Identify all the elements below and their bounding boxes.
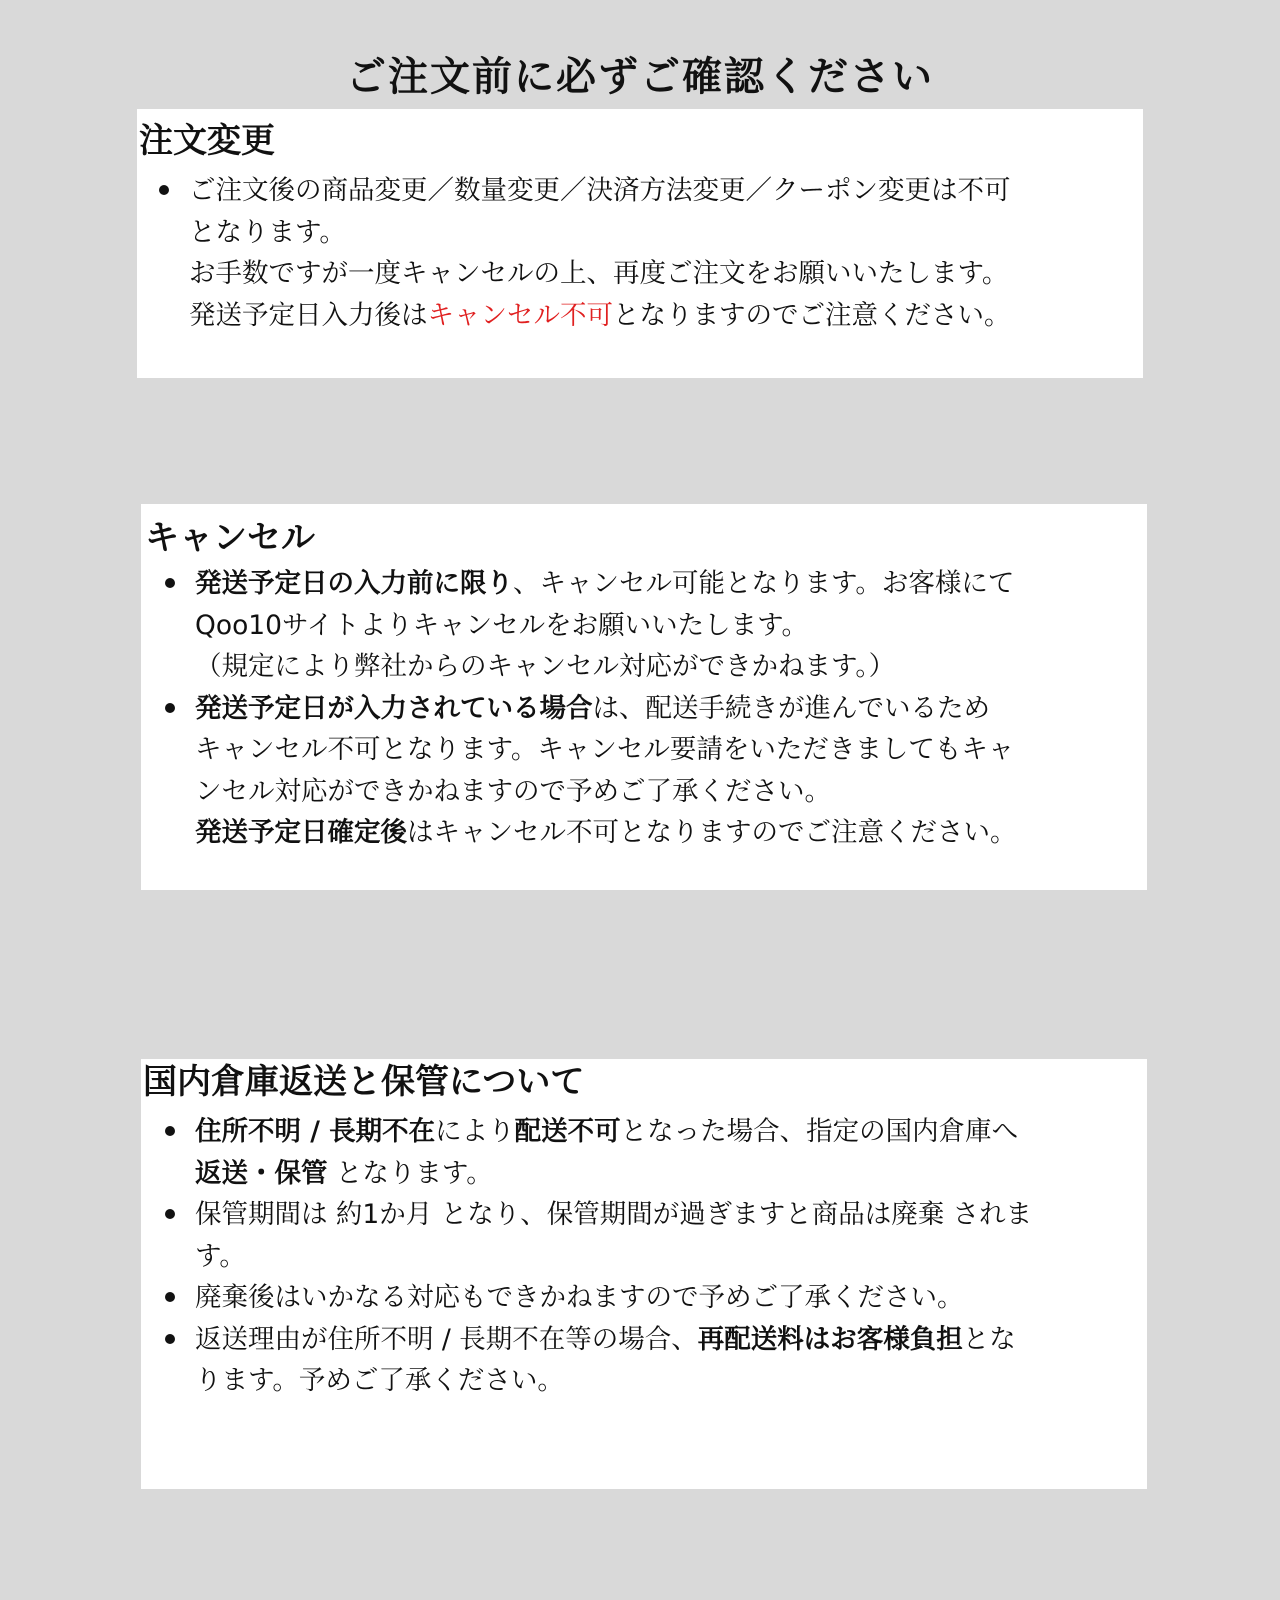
item-text: 発送予定日入力後は (189, 299, 428, 331)
return-storage-card (141, 1059, 1147, 1489)
cancel-list (141, 563, 1147, 854)
item-text-line: Qoo10サイトよりキャンセルをお願いいたします。 (195, 609, 809, 641)
list-item (189, 170, 1143, 336)
bullet-icon (165, 703, 175, 713)
cancel-heading: キャンセル (145, 518, 315, 558)
return-storage-list (141, 1111, 1147, 1402)
list-item (195, 688, 1147, 854)
cancel-card (141, 504, 1147, 890)
item-text-line (195, 563, 1147, 605)
item-text: となりますのでご注意ください。 (613, 299, 1011, 331)
item-text-line (195, 1319, 1147, 1361)
item-text-line (195, 812, 1147, 854)
bullet-icon (165, 1334, 175, 1344)
order-change-card (137, 109, 1143, 378)
emphasis-text: 返送・保管 (195, 1157, 328, 1189)
item-text-line: キャンセル不可となります。キャンセル要請をいただきましてもキャ (195, 734, 1015, 765)
emphasis-text: 配送不可 (514, 1116, 621, 1147)
item-text: は、配送手続きが進んでいるため (592, 692, 990, 724)
item-text-line (189, 295, 1143, 337)
item-text: とな (962, 1323, 1016, 1355)
bullet-icon (165, 1209, 175, 1219)
bullet-icon (159, 185, 169, 195)
item-text-line (195, 688, 1147, 730)
bullet-icon (165, 1126, 175, 1136)
list-item (195, 1319, 1147, 1402)
item-text-line: となります。 (189, 216, 346, 248)
item-text: 、キャンセル可能となります。お客様にて (513, 568, 1015, 599)
cancel-not-allowed-warning: キャンセル不可 (427, 299, 613, 331)
list-item (195, 1194, 1147, 1277)
emphasis-text: 発送予定日が入力されている場合 (195, 692, 593, 724)
emphasis-text: 発送予定日確定後 (195, 817, 407, 848)
item-text-line: 廃棄後はいかなる対応もできかねますので予めご了承ください。 (195, 1282, 964, 1313)
order-change-list (137, 170, 1143, 336)
item-text: により (435, 1116, 515, 1147)
item-text-line: 保管期間は 約1か月 となり、保管期間が過ぎますと商品は廃棄 されま (195, 1199, 1033, 1230)
item-text-line: お手数ですが一度キャンセルの上、再度ご注文をお願いいたします。 (189, 258, 1009, 289)
item-text: 返送理由が住所不明 / 長期不在等の場合、 (195, 1323, 698, 1355)
page-title: ご注文前に必ずご確認ください (346, 53, 934, 100)
list-item (195, 563, 1147, 688)
emphasis-text: 再配送料はお客様負担 (697, 1323, 963, 1355)
item-text-line: ります。予めご了承ください。 (195, 1365, 564, 1396)
emphasis-text: 発送予定日の入力前に限り (195, 568, 513, 599)
emphasis-text: 住所不明 / 長期不在 (195, 1116, 436, 1147)
item-text: となった場合、指定の国内倉庫へ (620, 1116, 1019, 1147)
bullet-icon (165, 578, 175, 588)
item-text-line: ンセル対応ができかねますので予めご了承ください。 (195, 775, 831, 807)
return-storage-heading: 国内倉庫返送と保管について (143, 1062, 585, 1102)
item-text-line (195, 1111, 1147, 1153)
item-text: となります。 (327, 1157, 493, 1189)
item-text-line: す。 (195, 1240, 246, 1272)
item-text-line (195, 1153, 1147, 1195)
order-change-heading: 注文変更 (139, 121, 275, 161)
list-item (195, 1277, 1147, 1319)
item-text: はキャンセル不可となりますのでご注意ください。 (407, 817, 1017, 848)
item-text-line: ご注文後の商品変更／数量変更／決済方法変更／クーポン変更は不可 (189, 175, 1011, 206)
list-item (195, 1111, 1147, 1194)
item-text-line: （規定により弊社からのキャンセル対応ができかねます。） (195, 651, 896, 682)
bullet-icon (165, 1292, 175, 1302)
